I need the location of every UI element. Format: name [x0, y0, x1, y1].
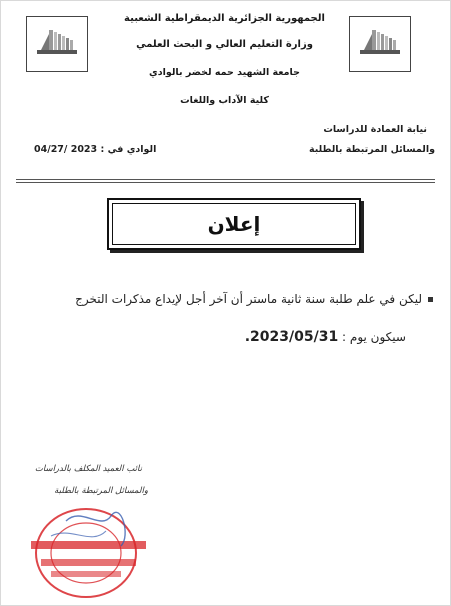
- announcement-body-line-2: [245, 329, 406, 345]
- announcement-body-line-1: [33, 292, 433, 306]
- announcement-box: [107, 198, 361, 250]
- department-line-2: والمسائل المرتبطة بالطلبة: [308, 144, 435, 155]
- body-line-1-text: ليكن في علم طلبة سنة ثانية ماستر أن آخر أجل لإيداع مذكرات التخرج: [75, 292, 422, 306]
- header-divider: [16, 179, 435, 183]
- signature-title-line-1: نائب العميد المكلف بالدراسات: [34, 464, 142, 474]
- bullet-square-icon: [428, 297, 433, 302]
- deadline-date: 2023/05/31.: [244, 329, 339, 345]
- header-republic: الجمهورية الجزائرية الديمقراطية الشعبية: [124, 13, 325, 24]
- department-line-1: نيابة العمادة للدراسات: [323, 124, 427, 135]
- official-stamp: [11, 501, 161, 601]
- date-line: الوادي في : 2023 /04/27: [34, 144, 157, 155]
- announcement-title: إعلان: [207, 212, 261, 236]
- body-line-2-prefix: سيكون يوم :: [342, 330, 406, 344]
- header-faculty: كلية الآداب واللغات: [180, 95, 269, 106]
- signature-title-line-2: والمسائل المرتبطة بالطلبة: [54, 486, 148, 496]
- header-ministry: وزارة التعليم العالي و البحث العلمي: [136, 39, 313, 50]
- header-university: جامعة الشهيد حمه لخضر بالوادي: [149, 67, 300, 78]
